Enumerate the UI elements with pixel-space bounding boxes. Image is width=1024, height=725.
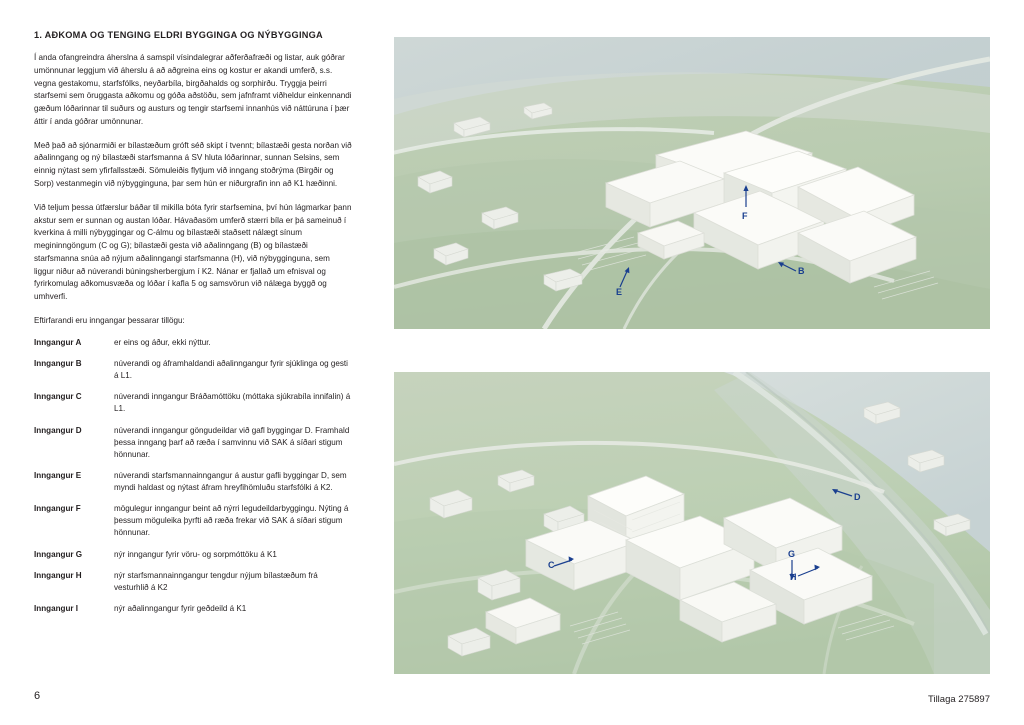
entry-text: nýr starfsmannainngangur tengdur nýjum bílastæðum frá vesturhlið á K2 bbox=[114, 570, 318, 592]
list-item bbox=[34, 337, 352, 349]
entry-text: nýr inngangur fyrir vöru- og sorpmóttöku á K1 bbox=[114, 549, 277, 559]
list-item bbox=[34, 570, 352, 594]
entry-label: Inngangur E bbox=[34, 470, 82, 480]
section-title: 1. AÐKOMA OG TENGING ELDRI BYGGINGA OG NÝBYGGINGA bbox=[34, 30, 323, 40]
entry-text: nýr aðalinngangur fyrir geðdeild á K1 bbox=[114, 604, 247, 614]
entry-label: Inngangur G bbox=[34, 549, 83, 559]
page-number: 6 bbox=[34, 690, 41, 702]
entry-label: Inngangur F bbox=[34, 504, 81, 514]
svg-text:D: D bbox=[854, 492, 861, 502]
entry-text: núverandi og áframhaldandi aðalinngangur fyrir sjúklinga og gesti á L1. bbox=[114, 358, 348, 381]
list-item bbox=[34, 358, 352, 382]
paragraph-1: Í anda ofangreindra áherslna á samspil vísindalegrar aðferðafræði og listar, auk góðrar umönnunar leggjum við áherslu á að aðgreina eins og kostur er akandi umferð, s.s. vegna gestakomu, starfsfólks, neyðarbíla, birgðahalds og sorphirðu. Tryggja þeirri starfsemi sem öruggasta aðkomu og góða aðstöðu, sem jafnframt viðheldur einkennandi gæðum lóðarinnar til suðurs og austurs og tengir starfsemi innanhús við náttúruna í þær áttir í anda góðrar umönnunar. bbox=[34, 52, 352, 126]
text-column bbox=[34, 30, 352, 624]
paragraph-3: Við teljum þessa útfærslur báðar til mikilla bóta fyrir starfsemina, því hún lágmarkar þann akstur sem er sunnan og austan lóðar. Hávaðasöm umferð stærri bíla er þá sameinuð í kverkina á milli nýbyggingar og C-álmu og bílastæði staðsett nálægt sínum megininngöngum (C og G); bílastæði gesta við aðalinngang (B) og bílastæði starfsmanna snúa að nýjum aðalinngangi starfsmanna (H), við nýbygginguna, sem liggur niður að núverandi búningsherbergjum í K2. Nánar er fjallað um efnisval og fyrirkomulag aðkomusvæða og lóðar í kafla 5 og samsvörun við nálæga byggð og umhverfi. bbox=[34, 202, 352, 302]
entry-label: Inngangur C bbox=[34, 392, 82, 402]
render-bottom-graphic bbox=[394, 372, 990, 674]
svg-text:C: C bbox=[548, 560, 555, 570]
entries-intro: Eftirfarandi eru inngangar þessarar tillögu: bbox=[34, 316, 185, 326]
svg-text:B: B bbox=[798, 266, 805, 276]
svg-text:H: H bbox=[790, 572, 797, 582]
entry-text: er eins og áður, ekki nýttur. bbox=[114, 337, 211, 347]
list-item bbox=[34, 470, 352, 494]
list-item bbox=[34, 603, 352, 615]
svg-text:G: G bbox=[788, 549, 796, 559]
list-item bbox=[34, 391, 352, 415]
entry-text: núverandi inngangur Bráðamóttöku (móttaka sjúkrabíla innifalin) á L1. bbox=[114, 392, 351, 414]
entry-label: Inngangur H bbox=[34, 570, 82, 580]
aerial-render-bottom bbox=[394, 372, 990, 674]
entry-label: Inngangur B bbox=[34, 358, 82, 368]
list-item bbox=[34, 503, 352, 539]
render-top-graphic bbox=[394, 37, 990, 329]
list-item bbox=[34, 549, 352, 561]
entry-list bbox=[34, 337, 352, 615]
paragraph-2: Með það að sjónarmiði er bílastæðum gróft séð skipt í tvennt; bílastæði gesta norðan við aðalinngang og ný bílastæði starfsmanna á SV hluta lóðarinnar, sunnan Selsins, sem einnig nýtast sem yfirfallsstæði. Sömuleiðis flytjum við inngang stoðrýma (Birgðir og Sorp) vestanmegin við nýbygginguna, þar sem hún er niðurgrafin inn að K1 hæðinni. bbox=[34, 140, 352, 188]
svg-text:F: F bbox=[742, 211, 748, 221]
list-item bbox=[34, 425, 352, 461]
proposal-id: Tillaga 275897 bbox=[928, 694, 990, 705]
entry-text: núverandi inngangur göngudeildar við gafl byggingar D. Framhald þessa inngang þarf að ræða í samvinnu við SAK á síðari stigum hönnunar. bbox=[114, 425, 350, 459]
entry-label: Inngangur A bbox=[34, 337, 82, 347]
entry-label: Inngangur I bbox=[34, 604, 79, 614]
entry-label: Inngangur D bbox=[34, 425, 82, 435]
entry-text: mögulegur inngangur beint að nýrri legudeildarbyggingu. Nýting á þessum möguleika þyrfti að ræða frekar við SAK á síðari stigum hönnunar. bbox=[114, 504, 349, 538]
aerial-render-top bbox=[394, 37, 990, 329]
entry-text: núverandi starfsmannainngangur á austur gafli byggingar D, sem myndi haldast og nýtast áfram hreyfihömluðu starfsfólki á K2. bbox=[114, 470, 347, 493]
svg-text:E: E bbox=[616, 287, 623, 297]
